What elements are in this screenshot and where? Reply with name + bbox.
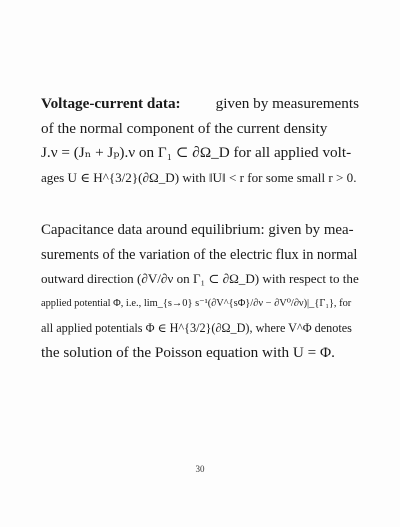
capacitance-line-4: applied potential Φ, i.e., lim_{s→0} s⁻¹(∂V^{sΦ}/∂ν − ∂V⁰/∂ν)|_{Γ₁}, for (41, 297, 352, 309)
voltage-line-2: of the normal component of the current density (41, 119, 328, 137)
capacitance-line-5: all applied potentials Φ ∈ H^{3/2}(∂Ω_D), where V^Φ denotes (41, 321, 352, 335)
page-number: 30 (195, 464, 205, 474)
capacitance-line-2: surements of the variation of the electric flux in normal (41, 246, 358, 263)
voltage-line-4: ages U ∈ H^{3/2}(∂Ω_D) with ‖U‖ < r for some small r > 0. (41, 169, 357, 185)
voltage-line-3: J.ν = (Jₙ + Jₚ).ν on Γ₁ ⊂ ∂Ω_D for all applied volt- (41, 144, 352, 161)
voltage-line-1 (41, 92, 359, 117)
capacitance-line-3: outward direction (∂V/∂ν on Γ₁ ⊂ ∂Ω_D) with respect to the (41, 271, 359, 286)
capacitance-line-1: Capacitance data around equilibrium: given by mea- (41, 222, 354, 238)
voltage-line-1-text: given by measurements (215, 95, 359, 112)
voltage-heading: Voltage-current data: (41, 95, 181, 112)
voltage-current-paragraph (41, 92, 359, 190)
capacitance-line-6: the solution of the Poisson equation with U = Φ. (41, 343, 335, 361)
capacitance-paragraph (41, 218, 359, 365)
